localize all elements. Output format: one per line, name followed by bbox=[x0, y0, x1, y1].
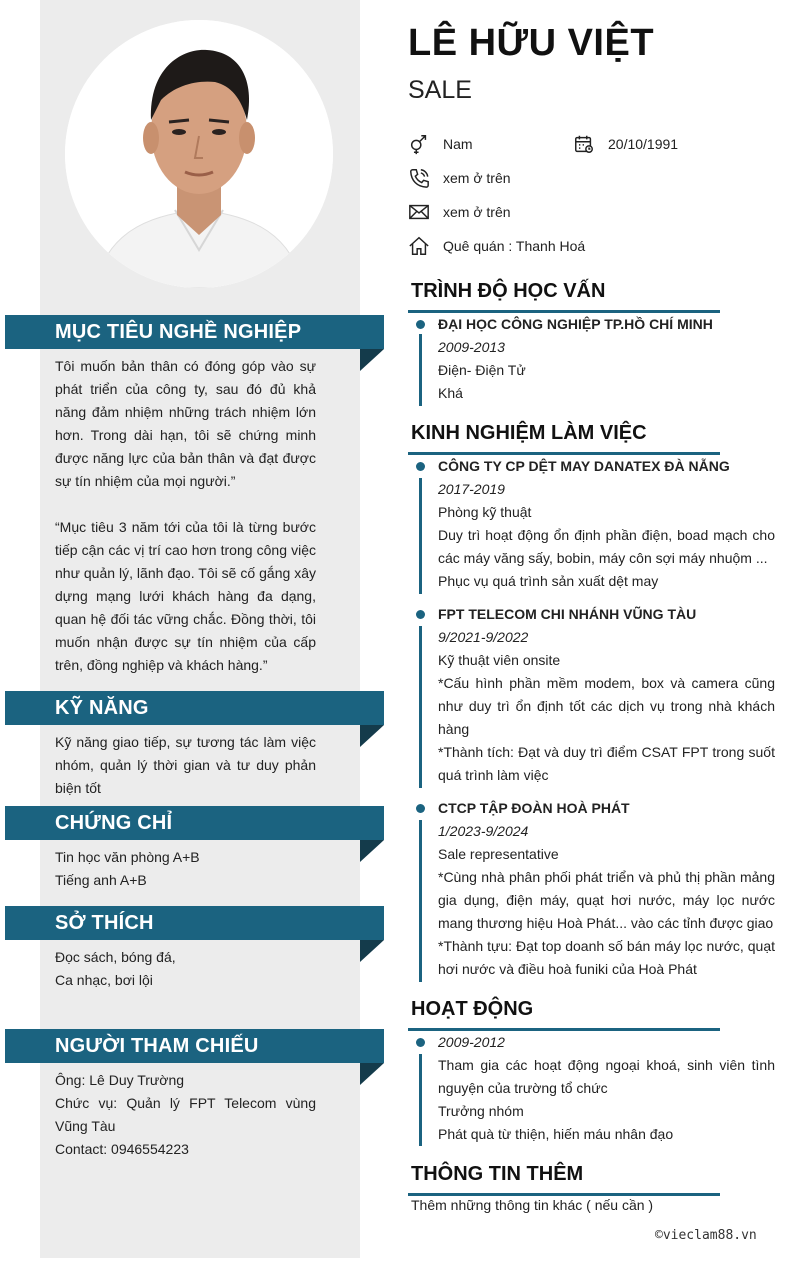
experience-detail: *Cùng nhà phân phối phát triển và phủ thị phần mảng gia dụng, điện máy, quạt hơi nước, máy lọc nước mang thương hiệu Hoà Phát... vào các tỉnh được giao bbox=[438, 869, 775, 931]
education-school: ĐẠI HỌC CÔNG NGHIỆP TP.HỒ CHÍ MINH bbox=[438, 316, 713, 332]
experience-detail: Phục vụ quá trình sản xuất dệt may bbox=[438, 573, 659, 589]
additional-rule bbox=[408, 1193, 720, 1196]
timeline-dot bbox=[416, 804, 425, 813]
experience-company: CTCP TẬP ĐOÀN HOÀ PHÁT bbox=[438, 800, 630, 816]
objective-title: MỤC TIÊU NGHỀ NGHIỆP bbox=[55, 321, 302, 343]
timeline-dot bbox=[416, 320, 425, 329]
timeline-dot bbox=[416, 462, 425, 471]
skills-title: KỸ NĂNG bbox=[55, 697, 149, 719]
birthday-value: 20/10/1991 bbox=[608, 136, 679, 152]
references-banner-fold bbox=[360, 1063, 384, 1085]
references-text bbox=[55, 1069, 316, 1161]
activity-detail: Tham gia các hoạt động ngoại khoá, sinh viên tình nguyện của trường tổ chức bbox=[438, 1057, 775, 1096]
education-grade: Khá bbox=[438, 385, 463, 401]
additional-text: Thêm những thông tin khác ( nếu cần ) bbox=[411, 1197, 654, 1213]
experience-position: Sale representative bbox=[438, 846, 559, 862]
skills-paragraph: Kỹ năng giao tiếp, sự tương tác làm việc nhóm, quản lý thời gian và tư duy phản biện tốt bbox=[55, 734, 316, 796]
experience-entry bbox=[438, 455, 775, 593]
hobbies-banner-fold bbox=[360, 940, 384, 962]
skills-text bbox=[55, 731, 316, 800]
experience-company: FPT TELECOM CHI NHÁNH VŨNG TÀU bbox=[438, 606, 697, 622]
reference-position: Chức vụ: Quản lý FPT Telecom vùng Vũng Tàu bbox=[55, 1095, 316, 1134]
phone-value: xem ở trên bbox=[443, 170, 511, 186]
hobbies-banner bbox=[5, 906, 384, 940]
reference-name: Ông: Lê Duy Trường bbox=[55, 1072, 185, 1088]
timeline-line bbox=[419, 334, 422, 406]
hobby-item: Ca nhạc, bơi lội bbox=[55, 972, 153, 988]
objective-paragraph-2: “Mục tiêu 3 năm tới của tôi là từng bước tiếp cận các vị trí cao hơn trong công việc như quản lý, lãnh đạo. Tôi sẽ cố gắng xây dựng mạng lưới khách hàng đa dạng, quan hệ đối tác vững chắc. Đồng thời, tôi muốn nhận được sự tín nhiệm của cấp trên, đồng nghiệp và khách hàng.” bbox=[55, 519, 316, 673]
timeline-line bbox=[419, 1054, 422, 1146]
experience-title: KINH NGHIỆM LÀM VIỆC bbox=[411, 422, 647, 444]
certificates-title: CHỨNG CHỈ bbox=[55, 812, 173, 834]
experience-position: Phòng kỹ thuật bbox=[438, 504, 532, 520]
phone-row bbox=[408, 167, 511, 189]
experience-date: 9/2021-9/2022 bbox=[438, 629, 529, 645]
additional-title: THÔNG TIN THÊM bbox=[411, 1163, 584, 1185]
certificates-banner bbox=[5, 806, 384, 840]
education-entry bbox=[438, 313, 775, 405]
timeline-line bbox=[419, 626, 422, 788]
certificate-item: Tin học văn phòng A+B bbox=[55, 849, 200, 865]
skills-banner bbox=[5, 691, 384, 725]
activities-title: HOẠT ĐỘNG bbox=[411, 998, 534, 1020]
experience-entry bbox=[438, 603, 775, 787]
experience-date: 1/2023-9/2024 bbox=[438, 823, 529, 839]
calendar-icon bbox=[573, 133, 595, 155]
timeline-dot bbox=[416, 610, 425, 619]
experience-date: 2017-2019 bbox=[438, 481, 505, 497]
experience-detail: *Cấu hình phần mềm modem, box và camera cũng như duy trì ổn định tốt các dịch vụ trong nhà khách hàng bbox=[438, 675, 775, 737]
timeline-dot bbox=[416, 1038, 425, 1047]
reference-contact: Contact: 0946554223 bbox=[55, 1141, 189, 1157]
education-date: 2009-2013 bbox=[438, 339, 505, 355]
education-major: Điện- Điện Tử bbox=[438, 362, 526, 378]
home-icon bbox=[408, 235, 430, 257]
hobby-item: Đọc sách, bóng đá, bbox=[55, 949, 176, 965]
activity-detail: Trưởng nhóm bbox=[438, 1103, 524, 1119]
address-row bbox=[408, 235, 585, 257]
job-title: SALE bbox=[408, 76, 472, 104]
timeline-line bbox=[419, 820, 422, 982]
hobbies-title: SỞ THÍCH bbox=[55, 912, 154, 934]
email-value: xem ở trên bbox=[443, 204, 511, 220]
activity-detail: Phát quà từ thiện, hiến máu nhân đạo bbox=[438, 1126, 674, 1142]
experience-entry bbox=[438, 797, 775, 981]
email-row bbox=[408, 201, 511, 223]
experience-company: CÔNG TY CP DỆT MAY DANATEX ĐÀ NẴNG bbox=[438, 458, 730, 474]
experience-detail: *Thành tựu: Đạt top doanh số bán máy lọc nước, quạt hơi nước và điều hoà funiki của Hoà Phát bbox=[438, 938, 775, 977]
birthday-row bbox=[573, 133, 678, 155]
education-title: TRÌNH ĐỘ HỌC VẤN bbox=[411, 280, 606, 302]
avatar bbox=[65, 20, 333, 288]
experience-position: Kỹ thuật viên onsite bbox=[438, 652, 561, 668]
references-banner bbox=[5, 1029, 384, 1063]
activity-date: 2009-2012 bbox=[438, 1034, 505, 1050]
watermark: ©vieclam88.vn bbox=[655, 1228, 757, 1243]
certificates-text bbox=[55, 846, 316, 892]
objective-paragraph-1: Tôi muốn bản thân có đóng góp vào sự phát triển của công ty, sau đó đủ khả năng đảm nhiệm những trách nhiệm lớn hơn. Trong dài hạn, tôi sẽ chứng minh được năng lực của bản thân và đạt được sự tín nhiệm của mọi người.” bbox=[55, 358, 316, 489]
objective-text bbox=[55, 355, 316, 677]
candidate-name: LÊ HỮU VIỆT bbox=[408, 22, 655, 64]
experience-detail: *Thành tích: Đạt và duy trì điểm CSAT FPT trong suốt quá trình làm việc bbox=[438, 744, 775, 783]
objective-banner-fold bbox=[360, 349, 384, 371]
avatar-photo bbox=[65, 20, 333, 288]
certificates-banner-fold bbox=[360, 840, 384, 862]
references-title: NGƯỜI THAM CHIẾU bbox=[55, 1035, 259, 1057]
experience-detail: Duy trì hoạt động ổn định phần điện, boad mạch cho các máy văng sấy, bobin, máy côn sợi máy nhuộm ... bbox=[438, 527, 775, 566]
certificate-item: Tiếng anh A+B bbox=[55, 872, 147, 888]
timeline-line bbox=[419, 478, 422, 594]
objective-banner bbox=[5, 315, 384, 349]
hobbies-text bbox=[55, 946, 316, 992]
address-value: Quê quán : Thanh Hoá bbox=[443, 238, 586, 254]
skills-banner-fold bbox=[360, 725, 384, 747]
gender-icon bbox=[408, 133, 430, 155]
phone-icon bbox=[408, 167, 430, 189]
mail-icon bbox=[408, 201, 430, 223]
gender-row bbox=[408, 133, 473, 155]
activity-entry bbox=[438, 1031, 775, 1146]
gender-value: Nam bbox=[443, 136, 473, 152]
